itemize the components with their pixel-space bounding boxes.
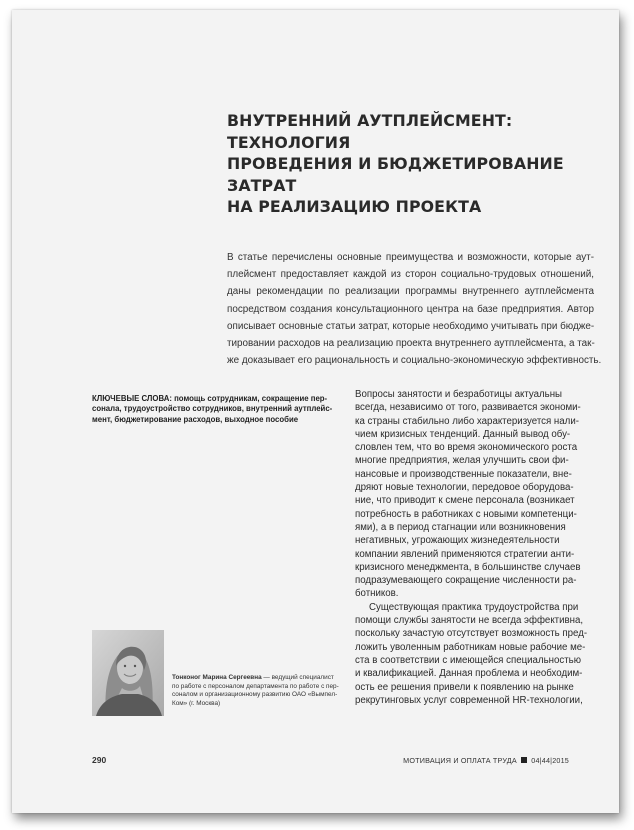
keywords-line: мент, бюджетирование расходов, выходное пособие [92,414,299,424]
keywords-line: сонала, трудоустройство сотрудников, внутренний аутплейс- [92,404,333,414]
body-line: рекрутинговых услуг современной HR-технологии, [355,694,583,706]
body-line: ями), а в период стагнации или возникновения [355,521,566,533]
author-info [172,674,337,708]
author-bio-line: соналом и организационному развитию ОАО «Вымпел- [172,691,338,699]
square-bullet-icon [521,757,527,763]
author-name: Тонконог Марина Сергеевна [172,674,262,681]
body-line: компании явлений применяются стратегии анти- [355,548,575,560]
body-line: и квалификацией. Данная проблема и необходим- [355,668,583,680]
title-line: НА РЕАЛИЗАЦИЮ ПРОЕКТА [227,197,482,216]
journal-name: МОТИВАЦИЯ И ОПЛАТА ТРУДА [403,756,517,765]
author-bio-line: Ком» (г. Москва) [172,699,221,707]
body-line: чием кризисных тенденций. Данный вывод обу- [355,428,571,440]
keywords-line: КЛЮЧЕВЫЕ СЛОВА: помощь сотрудникам, сокращение пер- [92,394,328,403]
body-line: ость ее решения привели к появлению на рынке [355,681,574,693]
abstract-line: даны рекомендации по реализации программы внутреннего аутплейсмента [227,286,594,298]
abstract-line: тировании расходов на реализацию проекта внутреннего аутплейсмента, а так- [227,338,595,350]
author-first-line [172,674,337,683]
author-bio-first: — ведущий специалист [261,674,334,681]
abstract-line: описывает основные статьи затрат, которые необходимо учитывать при бюдже- [227,320,595,332]
body-line: ние, что приводит к смене персонала (возникает [355,495,575,507]
article-title [227,110,617,218]
body-line: Существующая практика трудоустройства при [369,601,579,613]
body-line: помощи службы занятости не всегда эффективна, [355,615,584,627]
body-line: словлен тем, что во время экономического роста [355,442,578,454]
journal-page [12,10,619,813]
abstract-line: В статье перечислены основные преимущества и возможности, которые аут- [227,252,594,263]
abstract-line: же доказывает его рациональность и социально-экономическую эффективность. [227,355,602,367]
journal-footer [403,756,569,765]
author-photo [92,630,164,716]
title-line: ВНУТРЕННИЙ АУТПЛЕЙСМЕНТ: ТЕХНОЛОГИЯ [227,111,513,152]
page-number: 290 [92,755,107,765]
body-line: Вопросы занятости и безработицы актуальны [355,389,563,400]
article-body [355,388,607,707]
journal-issue: 04|44|2015 [531,756,569,765]
body-line: всегда, независимо от того, развивается экономи- [355,402,581,414]
author-portrait-image [92,630,164,716]
body-line: ка страны стабильно либо характеризуется нали- [355,415,579,427]
keywords-block [92,394,332,425]
abstract-line: посредством создания консультационного центра на базе предприятия. Автор [227,303,594,315]
body-line: нансовые и производственные показатели, вне- [355,468,572,480]
body-line: ста в соответствии с имеющейся специальностью [355,654,581,666]
body-line: подразумевающего сокращение численности ра- [355,575,577,587]
body-line: ботников. [355,588,399,600]
body-line: кризисного менеджмента, в большинстве случаев [355,561,581,573]
title-line: ПРОВЕДЕНИЯ И БЮДЖЕТИРОВАНИЕ ЗАТРАТ [227,154,564,195]
body-line: поскольку зачастую отсутствует возможность пред- [355,628,588,640]
body-line: потребность в работниках с новыми компетенци- [355,508,577,520]
article-abstract [227,249,602,369]
abstract-line: плейсмент предоставляет каждой из сторон социально-трудовых отношений, [227,269,594,281]
author-bio-line: по работе с персоналом департамента по работе с пер- [172,682,339,690]
body-line: дряют новые технологии, передовое оборудова- [355,482,574,494]
body-line: негативных, угрожающих жизнедеятельности [355,535,560,547]
body-line: ложить уволенным работникам новые рабочие ме- [355,641,586,653]
body-line: многие предприятия, желая улучшить свои фи- [355,455,569,467]
